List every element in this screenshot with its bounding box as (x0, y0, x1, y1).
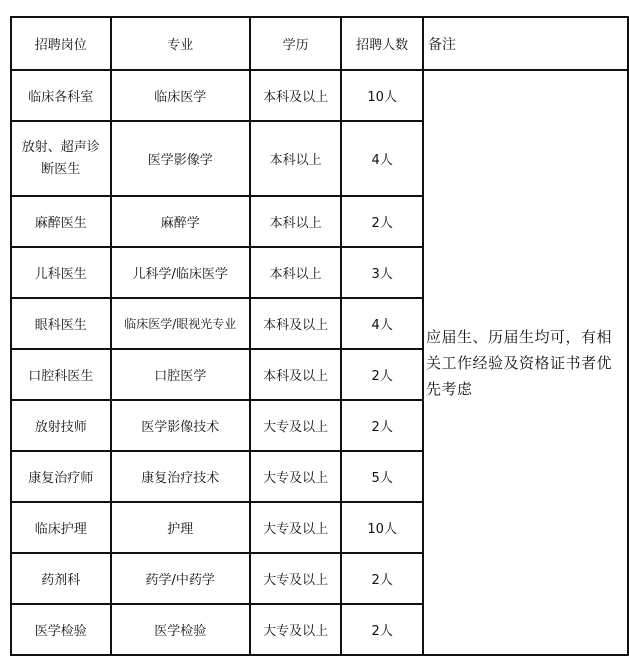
cell-count: 2人 (341, 604, 423, 655)
header-major: 专业 (111, 17, 250, 70)
cell-major: 儿科学/临床医学 (111, 247, 250, 298)
cell-major: 康复治疗技术 (111, 451, 250, 502)
cell-major: 医学影像学 (111, 121, 250, 196)
header-remark: 备注 (423, 17, 628, 70)
cell-major: 麻醉学 (111, 196, 250, 247)
header-position: 招聘岗位 (11, 17, 111, 70)
cell-major: 临床医学/眼视光专业 (111, 298, 250, 349)
header-education: 学历 (250, 17, 342, 70)
cell-position: 医学检验 (11, 604, 111, 655)
cell-education: 大专及以上 (250, 451, 342, 502)
cell-education: 本科以上 (250, 247, 342, 298)
remark-cell: 应届生、历届生均可，有相关工作经验及资格证书者优先考虑 (423, 70, 628, 655)
cell-major: 口腔医学 (111, 349, 250, 400)
cell-education: 大专及以上 (250, 553, 342, 604)
cell-position: 临床护理 (11, 502, 111, 553)
cell-education: 大专及以上 (250, 400, 342, 451)
cell-education: 大专及以上 (250, 604, 342, 655)
cell-count: 10人 (341, 70, 423, 121)
cell-education: 本科及以上 (250, 70, 342, 121)
cell-count: 5人 (341, 451, 423, 502)
cell-position: 儿科医生 (11, 247, 111, 298)
cell-education: 本科及以上 (250, 298, 342, 349)
cell-major: 护理 (111, 502, 250, 553)
cell-count: 2人 (341, 349, 423, 400)
table-row (11, 70, 628, 121)
cell-position: 放射技师 (11, 400, 111, 451)
header-count: 招聘人数 (341, 17, 423, 70)
cell-education: 大专及以上 (250, 502, 342, 553)
cell-position: 麻醉医生 (11, 196, 111, 247)
cell-major: 医学检验 (111, 604, 250, 655)
cell-education: 本科以上 (250, 196, 342, 247)
cell-count: 10人 (341, 502, 423, 553)
cell-position: 放射、超声诊断医生 (11, 121, 111, 196)
cell-count: 2人 (341, 196, 423, 247)
cell-major: 药学/中药学 (111, 553, 250, 604)
cell-count: 2人 (341, 553, 423, 604)
cell-education: 本科以上 (250, 121, 342, 196)
cell-education: 本科及以上 (250, 349, 342, 400)
cell-count: 4人 (341, 121, 423, 196)
cell-major: 医学影像技术 (111, 400, 250, 451)
cell-count: 4人 (341, 298, 423, 349)
cell-position: 眼科医生 (11, 298, 111, 349)
cell-position: 康复治疗师 (11, 451, 111, 502)
cell-count: 2人 (341, 400, 423, 451)
header-row (11, 17, 628, 70)
cropped-title-strip (0, 0, 629, 14)
cell-position: 药剂科 (11, 553, 111, 604)
cell-count: 3人 (341, 247, 423, 298)
cell-major: 临床医学 (111, 70, 250, 121)
cell-position: 临床各科室 (11, 70, 111, 121)
recruitment-table (10, 16, 629, 656)
cell-position: 口腔科医生 (11, 349, 111, 400)
